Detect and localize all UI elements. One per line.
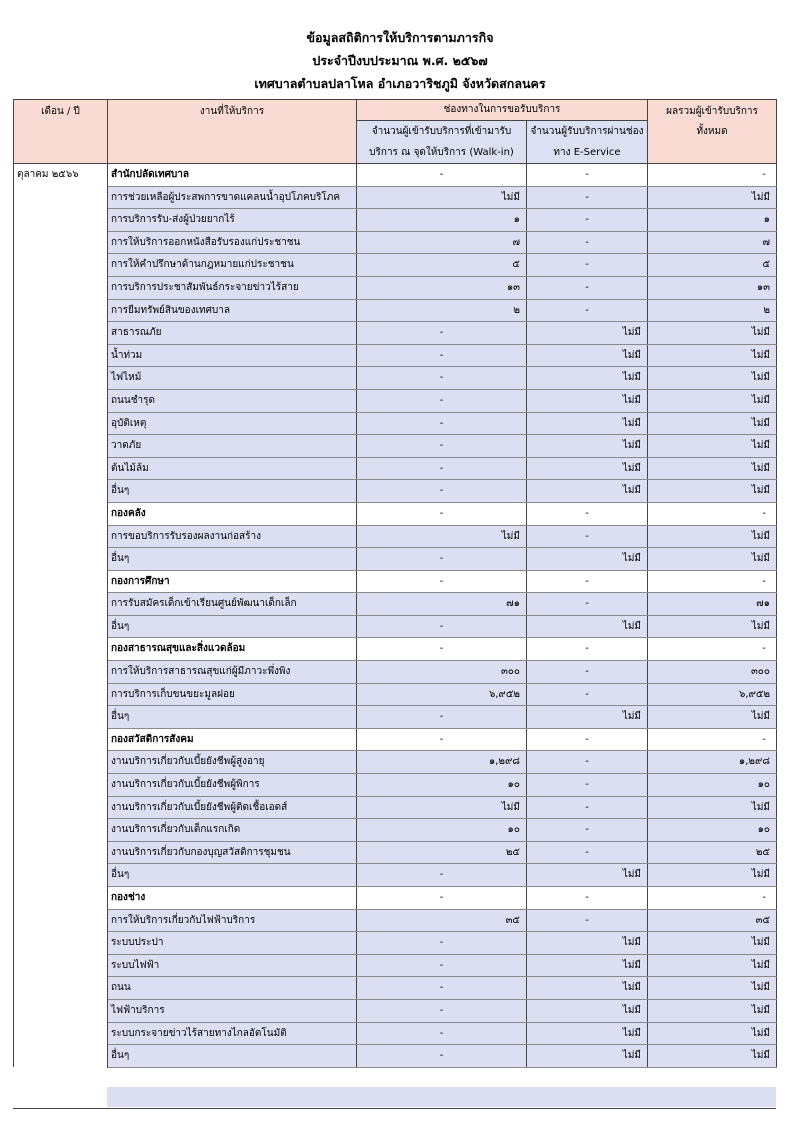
total-cell: ไม่มี — [648, 457, 777, 480]
service-name-cell: การบริการเก็บขนขยะมูลฝอย — [108, 683, 357, 706]
eservice-cell: ไม่มี — [527, 548, 648, 571]
table-row — [14, 841, 777, 864]
walkin-cell: ๑,๒๙๘ — [357, 751, 527, 774]
walkin-cell: - — [357, 389, 527, 412]
walkin-cell: - — [357, 322, 527, 345]
section-row — [14, 638, 777, 661]
service-name-cell: กองสวัสดิการสังคม — [108, 728, 357, 751]
footer-rule — [13, 1108, 776, 1109]
walkin-cell: - — [357, 977, 527, 1000]
service-name-cell: กองช่าง — [108, 887, 357, 910]
total-cell: - — [648, 887, 777, 910]
table-row — [14, 683, 777, 706]
table-row — [14, 864, 777, 887]
service-name-cell: การยืมทรัพย์สินของเทศบาล — [108, 299, 357, 322]
eservice-cell: - — [527, 164, 648, 187]
service-name-cell: กองสาธารณสุขและสิ่งแวดล้อม — [108, 638, 357, 661]
walkin-cell: - — [357, 706, 527, 729]
eservice-cell: - — [527, 638, 648, 661]
walkin-cell: ๗๑ — [357, 593, 527, 616]
total-cell: ๒ — [648, 299, 777, 322]
service-name-cell: การให้บริการเกี่ยวกับไฟฟ้าบริการ — [108, 909, 357, 932]
total-cell: ไม่มี — [648, 706, 777, 729]
table-row — [14, 1045, 777, 1068]
table-row — [14, 706, 777, 729]
month-cell: ตุลาคม ๒๕๖๖ — [14, 164, 108, 1068]
eservice-cell: ไม่มี — [527, 1045, 648, 1068]
total-cell: ไม่มี — [648, 435, 777, 458]
section-row — [14, 570, 777, 593]
eservice-cell: - — [527, 909, 648, 932]
table-row — [14, 367, 777, 390]
table-row — [14, 276, 777, 299]
walkin-cell: ๑๐ — [357, 774, 527, 797]
eservice-cell: ไม่มี — [527, 706, 648, 729]
service-name-cell: งานบริการเกี่ยวกับเบี้ยยังชีพผู้พิการ — [108, 774, 357, 797]
table-row — [14, 209, 777, 232]
service-name-cell: งานบริการเกี่ยวกับกองบุญสวัสดิการชุมชน — [108, 841, 357, 864]
service-name-cell: การขอบริการรับรองผลงานก่อสร้าง — [108, 525, 357, 548]
header-eservice: จำนวนผู้รับบริการผ่านช่องทาง E-Service — [527, 121, 648, 164]
eservice-cell: ไม่มี — [527, 977, 648, 1000]
table-row — [14, 299, 777, 322]
total-cell: ๗๑ — [648, 593, 777, 616]
total-cell: ๖,๙๕๒ — [648, 683, 777, 706]
eservice-cell: ไม่มี — [527, 932, 648, 955]
walkin-cell: ๕ — [357, 254, 527, 277]
walkin-cell: - — [357, 1045, 527, 1068]
service-name-cell: ระบบไฟฟ้า — [108, 954, 357, 977]
total-cell: ๓๕ — [648, 909, 777, 932]
eservice-cell: ไม่มี — [527, 435, 648, 458]
eservice-cell: - — [527, 231, 648, 254]
walkin-cell: - — [357, 638, 527, 661]
walkin-cell: ๖,๙๕๒ — [357, 683, 527, 706]
table-row — [14, 457, 777, 480]
table-row — [14, 751, 777, 774]
service-name-cell: ไฟไหม้ — [108, 367, 357, 390]
table-footer-bar — [107, 1087, 776, 1107]
total-cell: ไม่มี — [648, 999, 777, 1022]
total-cell: ๒๕ — [648, 841, 777, 864]
walkin-cell: ไม่มี — [357, 525, 527, 548]
total-cell: ๕ — [648, 254, 777, 277]
walkin-cell: ๒ — [357, 299, 527, 322]
total-cell: ๑๓ — [648, 276, 777, 299]
walkin-cell: ๗ — [357, 231, 527, 254]
service-name-cell: การบริการประชาสัมพันธ์กระจายข่าวไร้สาย — [108, 276, 357, 299]
service-name-cell: งานบริการเกี่ยวกับเด็กแรกเกิด — [108, 819, 357, 842]
walkin-cell: - — [357, 502, 527, 525]
total-cell: ไม่มี — [648, 615, 777, 638]
table-row — [14, 615, 777, 638]
walkin-cell: - — [357, 548, 527, 571]
service-name-cell: อื่นๆ — [108, 548, 357, 571]
eservice-cell: - — [527, 525, 648, 548]
table-row — [14, 548, 777, 571]
total-cell: ไม่มี — [648, 525, 777, 548]
header-channel: ช่องทางในการขอรับบริการ — [357, 100, 648, 121]
eservice-cell: - — [527, 774, 648, 797]
total-cell: ๑,๒๙๘ — [648, 751, 777, 774]
total-cell: ไม่มี — [648, 1045, 777, 1068]
eservice-cell: - — [527, 254, 648, 277]
service-name-cell: การให้คำปรึกษาด้านกฎหมายแก่ประชาชน — [108, 254, 357, 277]
walkin-cell: - — [357, 457, 527, 480]
table-row — [14, 389, 777, 412]
service-name-cell: การช่วยเหลือผู้ประสพการขาดแคลนน้ำอุปโภคบริโภค — [108, 186, 357, 209]
walkin-cell: ๓๐๐ — [357, 661, 527, 684]
table-row — [14, 819, 777, 842]
table-body — [14, 164, 777, 1068]
eservice-cell: ไม่มี — [527, 999, 648, 1022]
service-name-cell: สาธารณภัย — [108, 322, 357, 345]
service-name-cell: การให้บริการสาธารณสุขแก่ผู้มีภาวะพึ่งพิง — [108, 661, 357, 684]
eservice-cell: - — [527, 276, 648, 299]
eservice-cell: - — [527, 661, 648, 684]
eservice-cell: ไม่มี — [527, 954, 648, 977]
eservice-cell: - — [527, 593, 648, 616]
walkin-cell: - — [357, 480, 527, 503]
total-cell: ไม่มี — [648, 389, 777, 412]
total-cell: - — [648, 728, 777, 751]
table-row — [14, 344, 777, 367]
total-cell: - — [648, 164, 777, 187]
service-name-cell: สำนักปลัดเทศบาล — [108, 164, 357, 187]
total-cell: - — [648, 638, 777, 661]
total-cell: ไม่มี — [648, 954, 777, 977]
title-line-1: ข้อมูลสถิติการให้บริการตามภารกิจ — [306, 30, 494, 45]
table-row — [14, 322, 777, 345]
eservice-cell: ไม่มี — [527, 615, 648, 638]
service-name-cell: ระบบประปา — [108, 932, 357, 955]
eservice-cell: ไม่มี — [527, 344, 648, 367]
section-row — [14, 164, 777, 187]
section-row — [14, 728, 777, 751]
walkin-cell: ไม่มี — [357, 186, 527, 209]
service-name-cell: ถนน — [108, 977, 357, 1000]
section-row — [14, 502, 777, 525]
table-row — [14, 796, 777, 819]
walkin-cell: - — [357, 728, 527, 751]
total-cell: ไม่มี — [648, 322, 777, 345]
eservice-cell: - — [527, 683, 648, 706]
eservice-cell: ไม่มี — [527, 367, 648, 390]
walkin-cell: - — [357, 615, 527, 638]
walkin-cell: - — [357, 954, 527, 977]
table-row — [14, 435, 777, 458]
walkin-cell: - — [357, 344, 527, 367]
total-cell: ๑ — [648, 209, 777, 232]
service-name-cell: ถนนชำรุด — [108, 389, 357, 412]
eservice-cell: ไม่มี — [527, 389, 648, 412]
total-cell: ๑๐ — [648, 774, 777, 797]
total-cell: ไม่มี — [648, 864, 777, 887]
service-name-cell: อื่นๆ — [108, 480, 357, 503]
service-name-cell: ไฟฟ้าบริการ — [108, 999, 357, 1022]
walkin-cell: - — [357, 932, 527, 955]
eservice-cell: - — [527, 209, 648, 232]
total-cell: ไม่มี — [648, 186, 777, 209]
service-name-cell: การบริการรับ-ส่งผู้ป่วยยากไร้ — [108, 209, 357, 232]
walkin-cell: - — [357, 1022, 527, 1045]
walkin-cell: - — [357, 999, 527, 1022]
service-name-cell: อื่นๆ — [108, 706, 357, 729]
statistics-table — [13, 99, 777, 1068]
service-name-cell: น้ำท่วม — [108, 344, 357, 367]
walkin-cell: - — [357, 570, 527, 593]
table-row — [14, 999, 777, 1022]
eservice-cell: ไม่มี — [527, 412, 648, 435]
total-cell: ไม่มี — [648, 412, 777, 435]
walkin-cell: - — [357, 887, 527, 910]
header-walkin: จำนวนผู้เข้ารับบริการที่เข้ามารับบริการ ณ จุดให้บริการ (Walk-in) — [357, 121, 527, 164]
total-cell: ไม่มี — [648, 548, 777, 571]
header-service: งานที่ให้บริการ — [108, 100, 357, 164]
total-cell: ไม่มี — [648, 796, 777, 819]
service-name-cell: อุบัติเหตุ — [108, 412, 357, 435]
walkin-cell: ไม่มี — [357, 796, 527, 819]
walkin-cell: ๑๓ — [357, 276, 527, 299]
total-cell: ไม่มี — [648, 344, 777, 367]
table-row — [14, 593, 777, 616]
service-name-cell: อื่นๆ — [108, 864, 357, 887]
document-title — [0, 26, 800, 95]
total-cell: ไม่มี — [648, 1022, 777, 1045]
eservice-cell: - — [527, 570, 648, 593]
table-row — [14, 932, 777, 955]
service-name-cell: การรับสมัครเด็กเข้าเรียนศูนย์พัฒนาเด็กเล็ก — [108, 593, 357, 616]
total-cell: - — [648, 570, 777, 593]
total-cell: ๑๐ — [648, 819, 777, 842]
eservice-cell: ไม่มี — [527, 322, 648, 345]
table-row — [14, 231, 777, 254]
service-name-cell: การให้บริการออกหนังสือรับรองแก่ประชาชน — [108, 231, 357, 254]
table-row — [14, 774, 777, 797]
table-row — [14, 412, 777, 435]
table-row — [14, 480, 777, 503]
section-row — [14, 887, 777, 910]
total-cell: - — [648, 502, 777, 525]
header-month: เดือน / ปี — [14, 100, 108, 164]
eservice-cell: - — [527, 299, 648, 322]
service-name-cell: งานบริการเกี่ยวกับเบี้ยยังชีพผู้สูงอายุ — [108, 751, 357, 774]
table-row — [14, 954, 777, 977]
total-cell: ๗ — [648, 231, 777, 254]
eservice-cell: - — [527, 841, 648, 864]
walkin-cell: - — [357, 864, 527, 887]
eservice-cell: ไม่มี — [527, 480, 648, 503]
eservice-cell: ไม่มี — [527, 457, 648, 480]
walkin-cell: - — [357, 435, 527, 458]
service-name-cell: กองการศึกษา — [108, 570, 357, 593]
table-row — [14, 661, 777, 684]
total-cell: ไม่มี — [648, 932, 777, 955]
title-line-3: เทศบาลตำบลปลาโหล อำเภอวาริชภูมิ จังหวัดสกลนคร — [254, 76, 546, 91]
walkin-cell: ๑ — [357, 209, 527, 232]
total-cell: ไม่มี — [648, 367, 777, 390]
title-line-2: ประจำปีงบประมาณ พ.ศ. ๒๕๖๗ — [312, 53, 488, 68]
walkin-cell: - — [357, 412, 527, 435]
walkin-cell: - — [357, 164, 527, 187]
service-name-cell: กองคลัง — [108, 502, 357, 525]
eservice-cell: - — [527, 186, 648, 209]
eservice-cell: - — [527, 887, 648, 910]
walkin-cell: - — [357, 367, 527, 390]
eservice-cell: - — [527, 751, 648, 774]
eservice-cell: ไม่มี — [527, 864, 648, 887]
total-cell: ๓๐๐ — [648, 661, 777, 684]
eservice-cell: - — [527, 819, 648, 842]
service-name-cell: อื่นๆ — [108, 1045, 357, 1068]
service-name-cell: งานบริการเกี่ยวกับเบี้ยยังชีพผู้ติดเชื้อเอดส์ — [108, 796, 357, 819]
header-total: ผลรวมผู้เข้ารับบริการทั้งหมด — [648, 100, 777, 164]
walkin-cell: ๓๕ — [357, 909, 527, 932]
total-cell: ไม่มี — [648, 977, 777, 1000]
table-row — [14, 909, 777, 932]
service-name-cell: ต้นไม้ล้ม — [108, 457, 357, 480]
table-row — [14, 1022, 777, 1045]
eservice-cell: - — [527, 502, 648, 525]
table-row — [14, 254, 777, 277]
walkin-cell: ๒๕ — [357, 841, 527, 864]
table-row — [14, 525, 777, 548]
service-name-cell: วาตภัย — [108, 435, 357, 458]
service-name-cell: ระบบกระจายข่าวไร้สายทางไกลอัตโนมัติ — [108, 1022, 357, 1045]
eservice-cell: - — [527, 728, 648, 751]
service-name-cell: อื่นๆ — [108, 615, 357, 638]
total-cell: ไม่มี — [648, 480, 777, 503]
table-row — [14, 977, 777, 1000]
eservice-cell: ไม่มี — [527, 1022, 648, 1045]
table-row — [14, 186, 777, 209]
walkin-cell: ๑๐ — [357, 819, 527, 842]
eservice-cell: - — [527, 796, 648, 819]
